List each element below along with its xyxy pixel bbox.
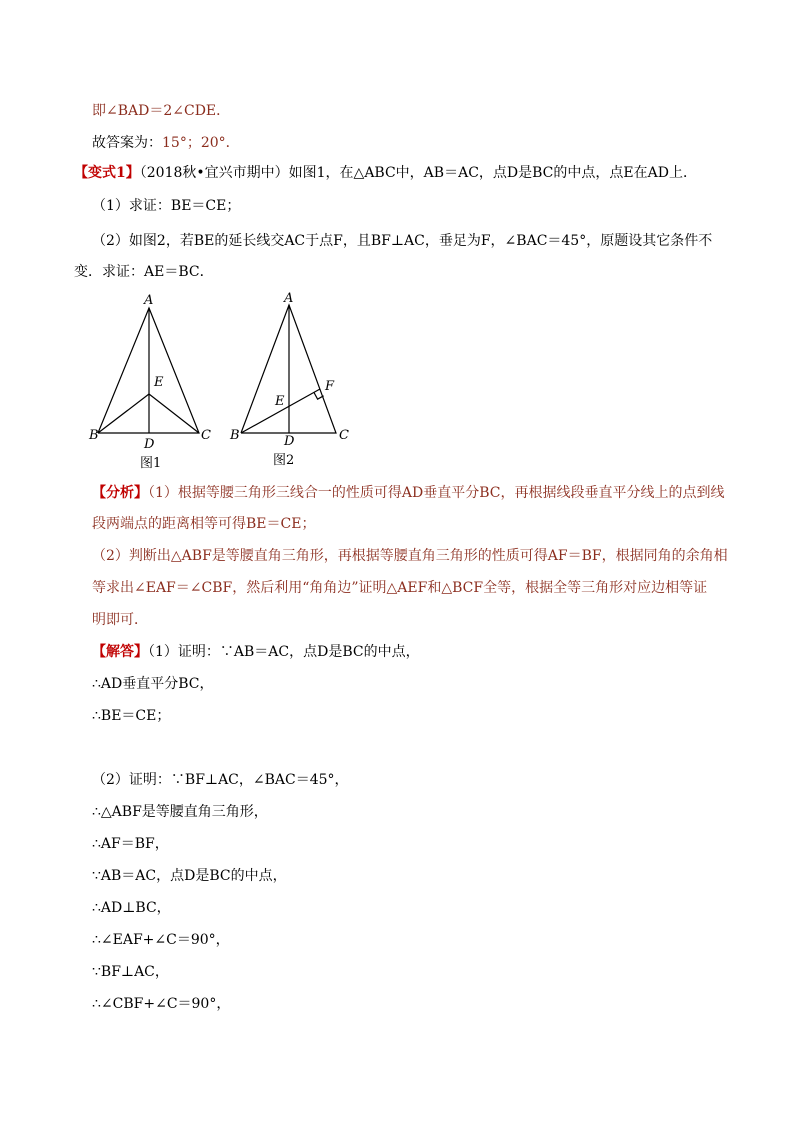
fig1-label-b: B [89,428,99,443]
solution-s2-line-8: ∴∠CBF+∠C＝90°， [92,996,231,1012]
answer-line [92,133,240,153]
variant-source: （2018秋•宜兴市期中） [139,165,289,181]
analysis-p2-line-3: 明即可． [92,612,148,628]
fig1-label-c: C [201,428,211,443]
fig2-label-a: A [284,291,294,306]
fig2-label-d: D [284,434,295,449]
fig2-label-b: B [230,428,240,443]
solution-s1-line-1 [92,642,420,662]
analysis-p1-line-1 [92,483,725,503]
figure-1 [86,290,216,470]
solution-s2-line-3: ∴AF＝BF， [92,836,169,852]
solution-s1-text: （1）证明：∵AB＝AC，点D是BC的中点， [148,644,420,660]
variant-statement-a: 如图1，在△ABC中，AB＝AC，点D是BC的中点，点E在AD上． [288,165,697,181]
question-2-line-2: 变．求证：AE＝BC． [74,264,214,280]
solution-s2-line-7: ∵BF⊥AC， [92,964,169,980]
analysis-p2-line-2: 等求出∠EAF＝∠CBF，然后利用“角角边”证明△AEF和△BCF全等，根据全等三角形对应边相等证 [92,580,708,596]
analysis-p2-line-1: （2）判断出△ABF是等腰直角三角形，再根据等腰直角三角形的性质可得AF＝BF，根据同角的余角相 [92,548,728,564]
solution-s1-line-2: ∴AD垂直平分BC， [92,676,214,692]
fig1-label-e: E [154,375,164,390]
figure-2 [226,290,356,470]
question-2-line-1: （2）如图2，若BE的延长线交AC于点F，且BF⊥AC，垂足为F，∠BAC＝45°，原题设其它条件不 [92,233,713,249]
answer-prefix: 故答案为： [92,135,162,151]
answer-value: 15°；20°． [162,135,240,151]
analysis-p1-line-2: 段两端点的距离相等可得BE＝CE； [92,516,316,532]
question-1: （1）求证：BE＝CE； [92,198,241,214]
solution-tag: 【解答】 [92,644,148,660]
fig1-label-a: A [144,293,154,308]
analysis-tag: 【分析】 [92,485,148,501]
variant-tag: 【变式1】 [74,165,140,181]
fig2-label-c: C [339,428,349,443]
solution-s2-line-2: ∴△ABF是等腰直角三角形， [92,804,268,820]
fig1-caption: 图1 [140,456,162,471]
solution-s2-line-1: （2）证明：∵BF⊥AC，∠BAC＝45°， [92,772,349,788]
analysis-p1-text: （1）根据等腰三角形三线合一的性质可得AD垂直平分BC，再根据线段垂直平分线上的点到线 [148,485,725,501]
fig1-label-d: D [144,437,155,452]
variant-statement [74,163,697,183]
fig2-label-f: F [325,379,335,394]
intro-line-1: 即∠BAD＝2∠CDE． [92,103,231,119]
solution-s2-line-5: ∴AD⊥BC， [92,900,171,916]
fig2-label-e: E [275,394,285,409]
fig2-caption: 图2 [273,453,295,468]
solution-s2-line-4: ∵AB＝AC，点D是BC的中点， [92,868,287,884]
solution-s1-line-3: ∴BE＝CE； [92,708,171,724]
solution-s2-line-6: ∴∠EAF+∠C＝90°， [92,932,230,948]
